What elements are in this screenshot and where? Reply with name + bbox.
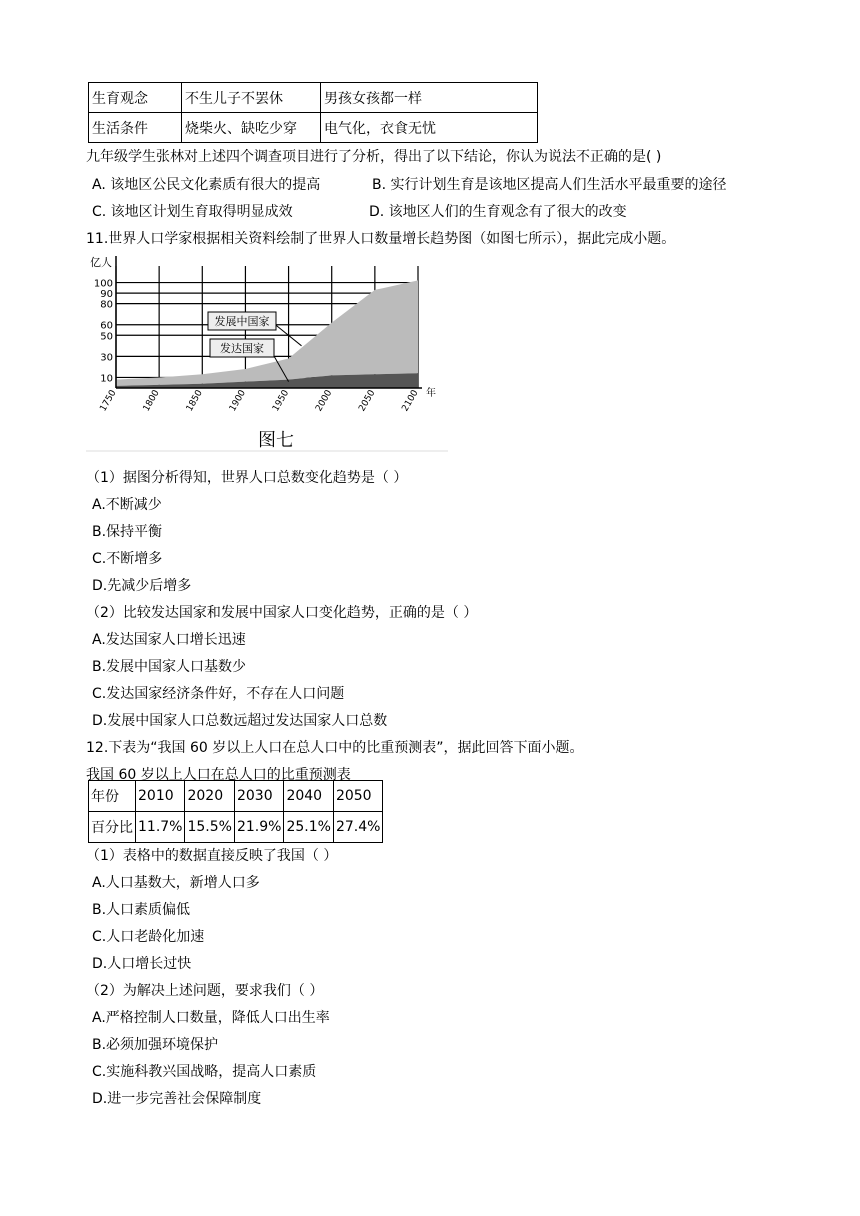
table-row [89,113,538,143]
y-tick-label: 100 [93,278,113,290]
table-cell: 15.5% [185,812,234,843]
table-cell: 不生儿子不罢休 [182,83,321,113]
q11-sub2-stem: （2）比较发达国家和发展中国家人口变化趋势，正确的是（ ） [86,605,478,621]
table-header-cell: 年份 [89,781,136,812]
table-cell: 百分比 [89,812,136,843]
q10-stem: 九年级学生张林对上述四个调查项目进行了分析，得出了以下结论，你认为说法不正确的是( ) [86,149,662,165]
population-chart-svg [86,252,448,452]
table-cell: 27.4% [333,812,382,843]
table-cell: 男孩女孩都一样 [321,83,538,113]
q12-sub2-option-d: D.进一步完善社会保障制度 [92,1091,262,1107]
q12-sub2-option-a: A.严格控制人口数量，降低人口出生率 [92,1010,330,1026]
y-tick-label: 60 [100,320,113,332]
table-header-cell: 2040 [284,781,333,812]
table-cell: 21.9% [234,812,283,843]
y-tick-label: 90 [100,289,113,301]
q12-sub2-stem: （2）为解决上述问题，要求我们（ ） [86,983,324,999]
table-row [89,781,383,812]
x-tick-label: 1750 [98,388,119,414]
x-tick-label: 2050 [357,388,378,414]
x-tick-label: 1850 [184,388,205,414]
q12-sub1-stem: （1）表格中的数据直接反映了我国（ ） [86,848,338,864]
y-tick-label: 10 [100,373,113,385]
x-tick-label: 2000 [314,388,335,414]
q11-sub2-option-b: B.发展中国家人口基数少 [92,659,247,675]
q12-sub1-option-c: C.人口老龄化加速 [92,929,205,945]
q12-sub2-option-c: C.实施科教兴国战略，提高人口素质 [92,1064,317,1080]
q10-option-a: A. 该地区公民文化素质有很大的提高 [92,177,321,193]
population-chart [86,252,448,452]
q11-sub1-option-b: B.保持平衡 [92,524,163,540]
q11-sub2-option-d: D.发展中国家人口总数远超过发达国家人口总数 [92,713,388,729]
table-header-cell: 2050 [333,781,382,812]
x-tick-label: 1800 [141,388,162,414]
y-tick-label: 30 [100,352,113,364]
survey-table [88,82,538,143]
q11-sub1-option-d: D.先减少后增多 [92,578,192,594]
q10-option-d: D. 该地区人们的生育观念有了很大的改变 [369,204,627,220]
table-row [89,83,538,113]
table-cell: 烧柴火、缺吃少穿 [182,113,321,143]
x-tick-label: 2100 [400,388,421,414]
y-axis-label: 亿人 [90,256,112,269]
q12-sub2-option-b: B.必须加强环境保护 [92,1037,219,1053]
figure-caption: 图七 [258,430,294,451]
table-cell: 生活条件 [89,113,182,143]
x-axis-unit: 年 [426,388,436,399]
q11-sub1-option-c: C.不断增多 [92,551,163,567]
y-tick-label: 80 [100,299,113,311]
series-area-developing [116,280,418,385]
q10-option-c: C. 该地区计划生育取得明显成效 [92,204,293,220]
table-header-cell: 2020 [185,781,234,812]
table-cell: 生育观念 [89,83,182,113]
q12-sub1-option-a: A.人口基数大，新增人口多 [92,875,260,891]
q11-sub1-stem: （1）据图分析得知，世界人口总数变化趋势是（ ） [86,470,408,486]
series-label: 发达国家 [220,342,264,355]
q11-sub1-option-a: A.不断减少 [92,497,162,513]
table-header-cell: 2010 [136,781,185,812]
y-tick-label: 50 [100,331,113,343]
q11-sub2-option-c: C.发达国家经济条件好，不存在人口问题 [92,686,345,702]
table-row [89,812,383,843]
age-ratio-table [88,780,383,843]
q12-sub1-option-d: D.人口增长过快 [92,956,192,972]
table-cell: 电气化，衣食无忧 [321,113,538,143]
table-cell: 11.7% [136,812,185,843]
table-header-cell: 2030 [234,781,283,812]
table-cell: 25.1% [284,812,333,843]
x-tick-label: 1900 [227,388,249,414]
q12-sub1-option-b: B.人口素质偏低 [92,902,191,918]
q12-table-title: 我国 60 岁以上人口在总人口的比重预测表 [86,767,351,783]
x-tick-label: 1950 [271,388,292,414]
series-label: 发展中国家 [214,315,270,328]
q12-stem: 12.下表为“我国 60 岁以上人口在总人口中的比重预测表”，据此回答下面小题。 [86,740,584,756]
q10-option-b: B. 实行计划生育是该地区提高人们生活水平最重要的途径 [372,177,727,193]
q11-stem: 11.世界人口学家根据相关资料绘制了世界人口数量增长趋势图（如图七所示），据此完成小题。 [86,231,676,247]
q11-sub2-option-a: A.发达国家人口增长迅速 [92,632,246,648]
